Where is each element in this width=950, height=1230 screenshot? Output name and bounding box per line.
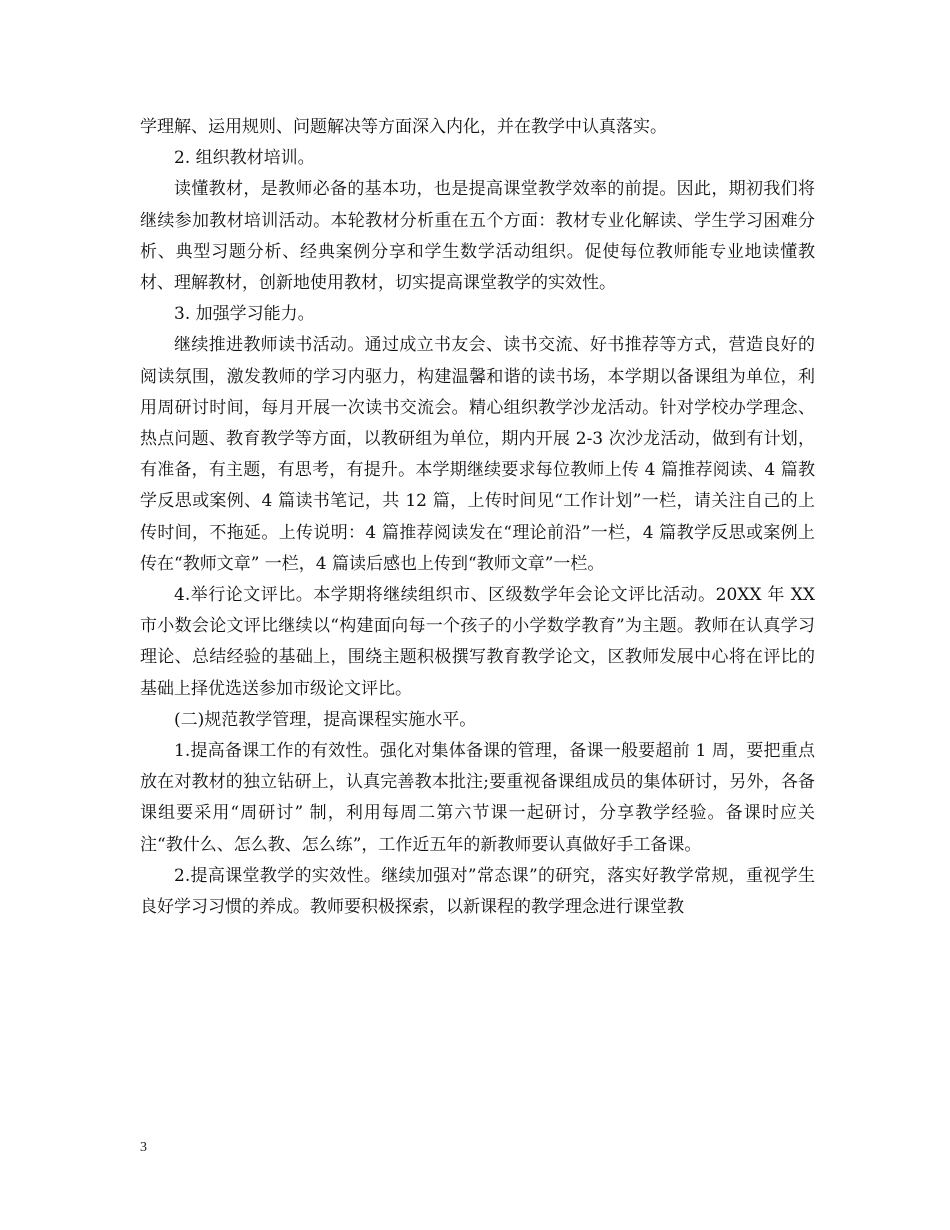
document-body [140, 112, 815, 923]
paragraph-textbook-training: 读懂教材，是教师必备的基本功，也是提高课堂教学效率的前提。因此，期初我们将继续参加教材培训活动。本轮教材分析重在五个方面：教材专业化解读、学生学习困难分析、典型习题分析、经典案例分享和学生数学活动组织。促使每位教师能专业地读懂教材、理解教材，创新地使用教材，切实提高课堂教学的实效性。 [140, 179, 815, 294]
section-heading-teaching-management: (二)规范教学管理，提高课程实施水平。 [174, 709, 477, 730]
paragraph-paper-competition: 4.举行论文评比。本学期将继续组织市、区级数学年会论文评比活动。20XX 年 XX 市小数会论文评比继续以“构建面向每一个孩子的小学数学教育”为主题。教师在认真学习理论、总结经验的基础上，围绕主题积极撰写教育教学论文，区教师发展中心将在评比的基础上择优选送参加市级论文评比。 [140, 585, 815, 699]
paragraph-lesson-preparation: 1.提高备课工作的有效性。强化对集体备课的管理，备课一般要超前 1 周，要把重点放在对教材的独立钻研上，认真完善教本批注;要重视备课组成员的集体研讨，另外，各备课组要采用“周研讨” 制，利用每周二第六节课一起研讨，分享教学经验。备课时应关注“教什么、怎么教、怎么练”，工作近五年的新教师要认真做好手工备课。 [140, 741, 815, 855]
page-number: 3 [140, 1140, 147, 1155]
heading-item-3: 3. 加强学习能力。 [174, 304, 315, 325]
paragraph-reading-activities: 继续推进教师读书活动。通过成立书友会、读书交流、好书推荐等方式，营造良好的阅读氛围，激发教师的学习内驱力，构建温馨和谐的读书场，本学期以备课组为单位，利用周研讨时间，每月开展一次读书交流会。精心组织教学沙龙活动。针对学校办学理念、热点问题、教育教学等方面，以教研组为单位，期内开展 2-3 次沙龙活动，做到有计划，有准备，有主题，有思考，有提升。本学期继续要求每位教师上传 4 篇推荐阅读、4 篇教学反思或案例、4 篇读书笔记，共 12 篇，上传时间见“工作计划”一栏，请关注自己的上传时间，不拖延。上传说明：4 篇推荐阅读发在“理论前沿”一栏，4 篇教学反思或案例上传在“教师文章” 一栏，4 篇读后感也上传到“教师文章”一栏。 [140, 335, 815, 574]
heading-item-2: 2. 组织教材培训。 [174, 148, 315, 169]
paragraph-1: 学理解、运用规则、问题解决等方面深入内化，并在教学中认真落实。 [140, 117, 667, 137]
paragraph-classroom-effectiveness: 2.提高课堂教学的实效性。继续加强对”常态课”的研究，落实好教学常规，重视学生良好学习习惯的养成。教师要积极探索，以新课程的教学理念进行课堂教 [140, 865, 815, 918]
